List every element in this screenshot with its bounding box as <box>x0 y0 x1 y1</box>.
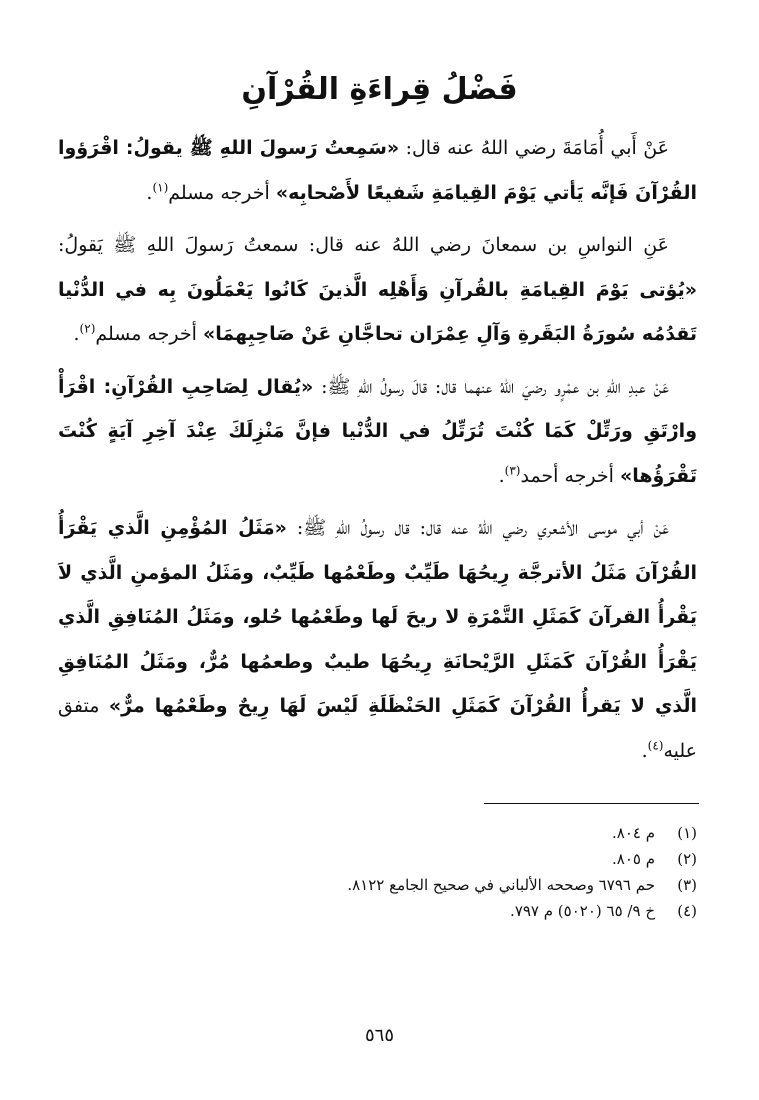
footnote <box>60 846 697 872</box>
footnote-text: حم ٦٧٩٦ وصححه الألباني في صحيح الجامع ٨١٢٢. <box>347 876 655 894</box>
hadith-paragraph: عَنْ عبدِ اللهِ بن عمْرٍو رضيَ اللهُ عنهما قال: قالَ رسولُ اللهِ ﷺ: «يُقال لِصَاحِبِ القُرْآنِ: اقْرَأْ وارْتَقِ ورَتِّلْ كَمَا كُنْتَ تُرَتِّلُ في الدُّنْيا فإنَّ مَنْزِلَكَ عِنْدَ آخِرِ آيَةٍ كُنْتَ تَقْرَؤُها» أخرجه أحمد$^{(٣)}$. <box>58 375 697 487</box>
hadith-paragraph: عَنِ النواسِ بن سمعانَ رضي اللهُ عنه قال: سمعتُ رَسولَ اللهِ ﷺ يَقولُ: «يُؤتى يَوْمَ القِيامَةِ بالقُرآنِ وَأَهْلِه الَّذينَ كَانُوا يَعْمَلُونَ بِه في الدُّنْيا تَقدُمُه سُورَةُ البَقَرةِ وَآلِ عِمْرَان تحاجَّانِ عَنْ صَاحِبِهمَا» أخرجه مسلم$^{(٢)}$. <box>58 234 697 345</box>
narrator-intro: عَنِ النواسِ بن سمعانَ رضي اللهُ عنه قال: سمعتُ رَسولَ اللهِ ﷺ يَقولُ: <box>58 234 669 256</box>
footnote-ref[interactable]: (٤) <box>647 738 664 753</box>
hadith-source: أخرجه مسلم <box>95 323 203 345</box>
footnote-ref[interactable]: (٢) <box>79 321 96 336</box>
footnote <box>60 898 697 924</box>
footnote-number: (٢) <box>677 850 697 868</box>
hadith-text: «مَثَلُ المُؤْمِنِ الَّذي يَقْرَأُ القُرْآنَ مَثَلُ الأترجَّة رِيحُهَا طَيِّبٌ وطَعْمُها طَيِّبٌ، ومَثَلُ المؤمنِ الَّذي لاَ يَقْرأُ القرآنَ كَمَثَلِ التَّمْرَةِ لا ريحَ لَها وطَعْمُها حُلو، ومَثَلُ المُنَافِقِ الَّذي يَقْرَأُ القُرْآنَ كَمَثَلِ الرَّيْحانَةِ رِيحُهَا طيبٌ وطعمُها مُرٌّ، ومَثَلُ المُنَافِقِ الَّذي لا يَقرأُ القُرْآنَ كَمَثَلِ الحَنْظَلَةِ لَيْسَ لَهَا رِيحٌ وطَعْمُها مرٌّ» <box>58 517 697 717</box>
narrator-intro: عَنْ أَبي أُمَامَةَ رضي اللهُ عنه قال: <box>399 137 670 159</box>
hadith-text: «يُؤتى يَوْمَ القِيامَةِ بالقُرآنِ وَأَهْلِه الَّذينَ كَانُوا يَعْمَلُونَ بِه في الدُّنْيا تَقدُمُه سُورَةُ البَقَرةِ وَآلِ عِمْرَان تحاجَّانِ عَنْ صَاحِبِهمَا» <box>58 278 697 345</box>
hadith-paragraph: عَنْ أبي موسى الأشعري رضي اللهُ عنه قال: قال رسولُ اللهِ ﷺ: «مَثَلُ المُؤْمِنِ الَّذي يَقْرَأُ القُرْآنَ مَثَلُ الأترجَّة رِيحُهَا طَيِّبٌ وطَعْمُها طَيِّبٌ، ومَثَلُ المؤمنِ الَّذي لاَ يَقْرأُ القرآنَ كَمَثَلِ التَّمْرَةِ لا ريحَ لَها وطَعْمُها حُلو، ومَثَلُ المُنَافِقِ الَّذي يَقْرَأُ القُرْآنَ كَمَثَلِ الرَّيْحانَةِ رِيحُهَا طيبٌ وطعمُها مُرٌّ، ومَثَلُ المُنَافِقِ الَّذي لا يَقرأُ القُرْآنَ كَمَثَلِ الحَنْظَلَةِ لَيْسَ لَهَا رِيحٌ وطَعْمُها مرٌّ» متفق عليه$^{(٤)}$. <box>58 517 697 762</box>
footnote-ref[interactable]: (١) <box>152 180 169 195</box>
footnote-divider <box>484 803 699 804</box>
footnote <box>60 872 697 898</box>
footnote-number: (٣) <box>677 876 697 894</box>
page-number: ٥٦٥ <box>364 1025 394 1046</box>
footnotes-list <box>60 820 697 924</box>
narrator-intro: عَنْ عبدِ اللهِ بن عمْرٍو رضيَ اللهُ عنهما قال: قالَ رسولُ اللهِ ﷺ: <box>313 375 669 398</box>
footnote-number: (٤) <box>677 902 697 920</box>
main-text <box>58 126 697 781</box>
hadith-source: أخرجه مسلم <box>168 181 276 204</box>
footnote-ref[interactable]: (٣) <box>504 463 521 478</box>
footnote <box>60 820 697 846</box>
hadith-text: «يُقال لِصَاحِبِ القُرْآنِ: اقْرَأْ وارْتَقِ ورَتِّلْ كَمَا كُنْتَ تُرَتِّلُ في الدُّنْيا فإنَّ مَنْزِلَكَ عِنْدَ آخِرِ آيَةٍ كُنْتَ تَقْرَؤُها» <box>58 375 697 487</box>
hadith-source: أخرجه أحمد <box>520 464 620 487</box>
footnote-text: م ٨٠٥. <box>611 850 655 868</box>
narrator-intro: عَنْ أبي موسى الأشعري رضي اللهُ عنه قال: قال رسولُ اللهِ ﷺ: <box>286 517 669 539</box>
hadith-text: «سَمِعتُ رَسولَ اللهِ ﷺ يقولُ: اقْرَؤوا القُرْآنَ فَإنَّه يَأتي يَوْمَ القِيامَةِ شَفيعًا لأَصْحابِه» <box>58 137 697 204</box>
page-title: فَضْلُ قِراءَةِ القُرْآنِ <box>241 72 518 108</box>
hadith-source: متفق عليه <box>58 695 697 762</box>
footnote-text: خ ٩/ ٦٥ (٥٠٢٠) م ٧٩٧. <box>510 902 655 920</box>
footnote-text: م ٨٠٤. <box>611 824 655 842</box>
hadith-paragraph: عَنْ أَبي أُمَامَةَ رضي اللهُ عنه قال: «سَمِعتُ رَسولَ اللهِ ﷺ يقولُ: اقْرَؤوا القُرْآنَ فَإنَّه يَأتي يَوْمَ القِيامَةِ شَفيعًا لأَصْحابِه» أخرجه مسلم$^{(١)}$. <box>58 137 697 204</box>
footnote-number: (١) <box>677 824 697 842</box>
